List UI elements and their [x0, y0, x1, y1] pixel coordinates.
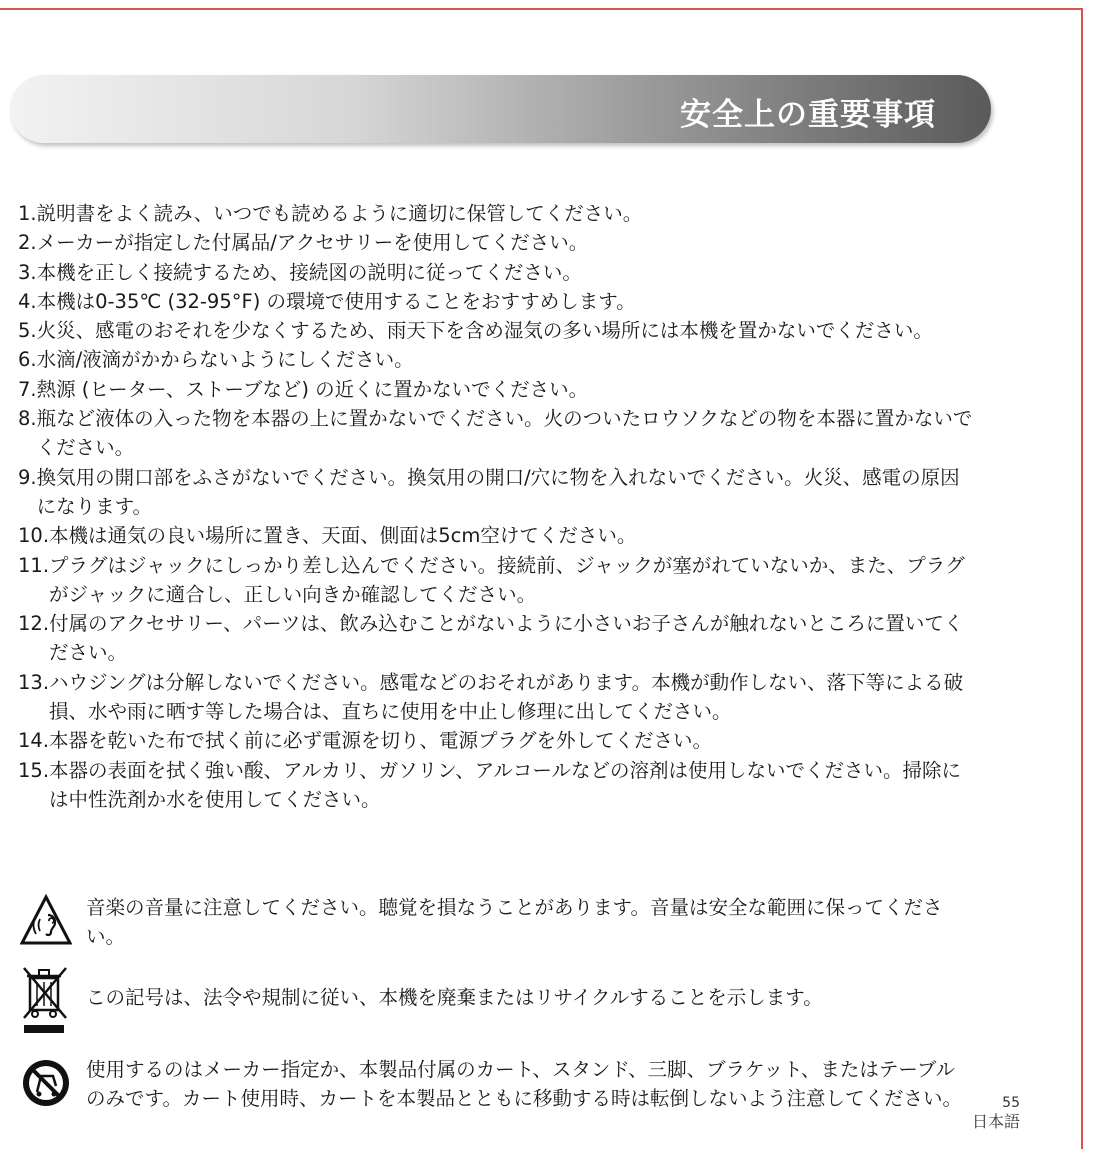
item-number: 7.: [18, 377, 37, 401]
item-number: 5.: [18, 319, 37, 343]
section-header-banner: [10, 75, 991, 143]
cart-notice: [20, 1055, 966, 1114]
weee-crossed-bin-icon: [20, 964, 72, 1036]
item-number: 11.: [18, 553, 50, 577]
list-item: [18, 287, 978, 316]
item-text: メーカーが指定した付属品/アクセサリーを使用してください。: [36, 231, 589, 255]
notice-text: 使用するのはメーカー指定か、本製品付属のカート、スタンド、三脚、ブラケット、またはテーブルのみです。カート使用時、カートを本製品とともに移動する時は転倒しないよう注意してください。: [86, 1058, 962, 1111]
item-number: 12.: [18, 612, 50, 636]
hearing-warning-icon: [20, 893, 72, 949]
list-item: [18, 668, 978, 727]
list-item: [18, 609, 978, 668]
item-text: プラグはジャックにしっかり差し込んでください。接続前、ジャックが塞がれていないか、また、プラグがジャックに適合し、正しい向きか確認してください。: [49, 553, 965, 606]
item-number: 6.: [18, 348, 37, 372]
list-item: [18, 404, 978, 463]
page-border-right: [1081, 8, 1083, 1149]
item-number: 9.: [18, 465, 37, 489]
item-number: 13.: [18, 670, 50, 694]
item-text: 本機は0-35℃ (32-95°F) の環境で使用することをおすすめします。: [36, 289, 636, 313]
item-number: 2.: [18, 231, 37, 255]
list-item: [18, 756, 978, 815]
list-item: [18, 551, 978, 610]
language-label: 日本語: [971, 1112, 1020, 1131]
item-text: ハウジングは分解しないでください。感電などのおそれがあります。本機が動作しない、落下等による破損、水や雨に晒す等した場合は、直ちに使用を中止し修理に出してください。: [49, 670, 964, 724]
list-item: [18, 463, 978, 522]
list-item: [18, 521, 978, 550]
page-border-top: [0, 8, 1082, 10]
item-text: 水滴/液滴がかからないようにしください。: [36, 348, 414, 372]
list-item: [18, 316, 978, 345]
no-cart-icon: [20, 1055, 72, 1111]
page-title: 安全上の重要事項: [680, 97, 936, 133]
list-item: [18, 228, 978, 257]
item-text: 火災、感電のおそれを少なくするため、雨天下を含め湿気の多い場所には本機を置かないでください。: [36, 319, 933, 343]
item-number: 3.: [18, 260, 37, 284]
weee-notice: [20, 964, 966, 1036]
item-text: 本機を正しく接続するため、接続図の説明に従ってください。: [36, 260, 582, 284]
item-text: 換気用の開口部をふさがないでください。換気用の開口/穴に物を入れないでください。火災、感電の原因になります。: [36, 465, 960, 518]
item-number: 14.: [18, 729, 50, 753]
item-text: 本器の表面を拭く強い酸、アルカリ、ガソリン、アルコールなどの溶剤は使用しないでください。掃除には中性洗剤か水を使用してください。: [49, 758, 962, 811]
item-text: 説明書をよく読み、いつでも読めるように適切に保管してください。: [36, 202, 643, 225]
item-number: 10.: [18, 524, 50, 548]
item-text: 付属のアクセサリー、パーツは、飲み込むことがないように小さいお子さんが触れないところに置いてください。: [49, 612, 964, 665]
item-text: 瓶など液体の入った物を本器の上に置かないでください。火のついたロウソクなどの物を本器に置かないでください。: [36, 407, 973, 460]
list-item: [18, 726, 978, 755]
item-text: 本器を乾いた布で拭く前に必ず電源を切り、電源プラグを外してください。: [49, 729, 713, 753]
item-text: 本機は通気の良い場所に置き、天面、側面は5cm空けてください。: [49, 524, 637, 548]
hearing-notice: [20, 893, 966, 952]
item-number: 4.: [18, 289, 37, 313]
item-number: 15.: [18, 758, 50, 782]
item-number: 1.: [18, 202, 37, 225]
page-number: 55: [1002, 1095, 1020, 1111]
notice-text: 音楽の音量に注意してください。聴覚を損なうことがあります。音量は安全な範囲に保ってください。: [86, 896, 943, 949]
safety-instructions-list: [18, 199, 978, 814]
list-item: [18, 199, 978, 228]
list-item: [18, 375, 978, 404]
item-text: 熱源 (ヒーター、ストーブなど) の近くに置かないでください。: [36, 377, 589, 401]
item-number: 8.: [18, 407, 37, 431]
list-item: [18, 258, 978, 287]
list-item: [18, 345, 978, 374]
notice-text: この記号は、法令や規制に従い、本機を廃棄またはリサイクルすることを示します。: [86, 986, 823, 1009]
